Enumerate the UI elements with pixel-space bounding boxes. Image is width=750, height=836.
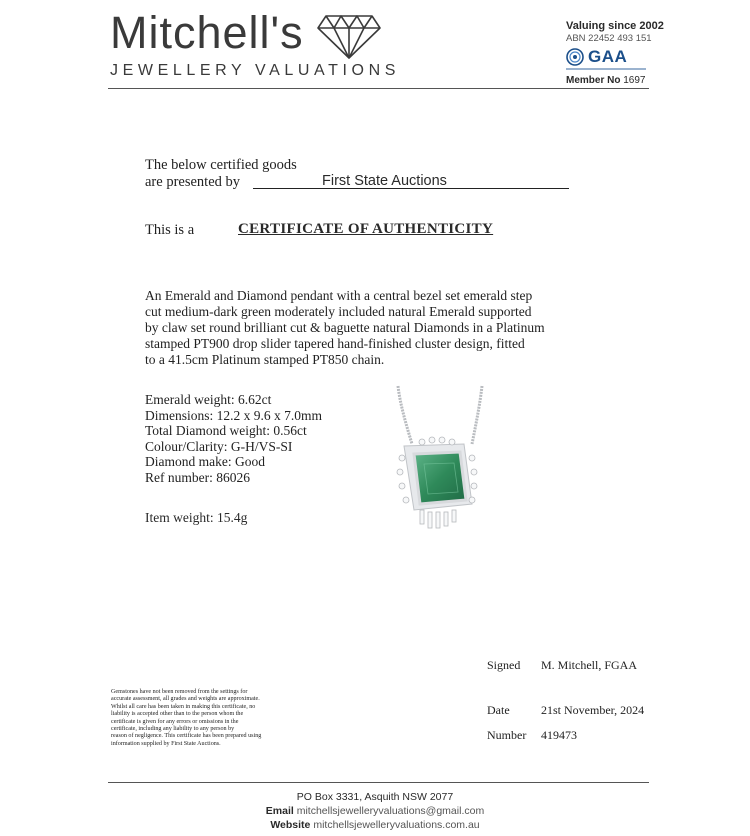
gaa-logo: GAA [588, 47, 628, 66]
email-link[interactable]: mitchellsjewelleryvaluations@gmail.com [296, 805, 485, 817]
date-value: 21st November, 2024 [541, 703, 645, 717]
item-details [145, 392, 322, 485]
intro-line-1: The below certified goods [145, 157, 297, 173]
description-line: An Emerald and Diamond pendant with a central bezel set emerald step [145, 288, 533, 303]
detail-dimensions: Dimensions: 12.2 x 9.6 x 7.0mm [145, 407, 323, 423]
valuing-since: Valuing since 2002 [566, 20, 664, 32]
header-divider [108, 88, 649, 89]
detail-emerald-weight: Emerald weight: 6.62ct [145, 392, 272, 407]
disclaimer-line: liability is accepted other than to the person whom the [111, 711, 244, 718]
disclaimer-line: Gemstones have not been removed from the settings for [111, 689, 248, 695]
brand-name: Mitchell's [110, 7, 304, 58]
disclaimer-line: Whilst all care has been taken in making this certificate, no [111, 703, 256, 710]
this-is-a-label: This is a [145, 222, 195, 238]
detail-diamond-weight: Total Diamond weight: 0.56ct [145, 423, 307, 438]
disclaimer-line: accurate assessment, all grades and weights are approximate. [111, 696, 260, 703]
item-weight: Item weight: 15.4g [145, 510, 248, 525]
description-line: cut medium-dark green moderately included natural Emerald supported [145, 304, 532, 319]
gaa-seal-icon [566, 48, 584, 66]
signed-label: Signed [487, 658, 521, 672]
footer [0, 790, 750, 832]
detail-colour-clarity: Colour/Clarity: G-H/VS-SI [145, 438, 293, 454]
signed-value: M. Mitchell, FGAA [541, 658, 637, 672]
number-label: Number [487, 728, 527, 742]
website-link[interactable]: mitchellsjewelleryvaluations.com.au [313, 819, 480, 831]
description-line: stamped PT900 drop slider tapered hand-finished cluster design, fitted [145, 336, 525, 351]
date-label: Date [487, 703, 510, 717]
description-line: by claw set round brilliant cut & baguette natural Diamonds in a Platinum [145, 320, 545, 335]
certificate-title: CERTIFICATE OF AUTHENTICITY [238, 221, 494, 237]
item-description [145, 288, 545, 368]
intro-line-2: are presented by [145, 174, 241, 190]
disclaimer-line: certificate, including any liability to any person by [111, 726, 235, 733]
member-number: Member No 1697 [566, 75, 646, 86]
footer-email: Email mitchellsjewelleryvaluations@gmail.com [265, 805, 485, 817]
disclaimer-line: information supplied by First State Auctions. [111, 740, 221, 747]
disclaimer-line: reason of negligence. This certificate has been prepared using [111, 733, 262, 740]
diamond-icon [316, 14, 382, 60]
footer-website: Website mitchellsjewelleryvaluations.com.au [270, 819, 480, 831]
detail-ref-number: Ref number: 86026 [145, 469, 250, 485]
presented-to-value: First State Auctions [322, 173, 447, 189]
abn-number: ABN 22452 493 151 [566, 33, 652, 44]
disclaimer-line: certificate is given for any errors or omissions in the [111, 718, 239, 725]
pendant-photo [376, 384, 492, 534]
detail-diamond-make: Diamond make: Good [145, 454, 265, 469]
footer-divider [108, 782, 649, 783]
footer-address: PO Box 3331, Asquith NSW 2077 [296, 791, 454, 803]
gaa-subtitle-decoration [566, 68, 646, 70]
certificate-number: 419473 [541, 728, 577, 742]
brand-tagline: JEWELLERY VALUATIONS [110, 62, 400, 79]
disclaimer [111, 689, 301, 748]
description-line: to a 41.5cm Platinum stamped PT850 chain. [145, 352, 385, 367]
